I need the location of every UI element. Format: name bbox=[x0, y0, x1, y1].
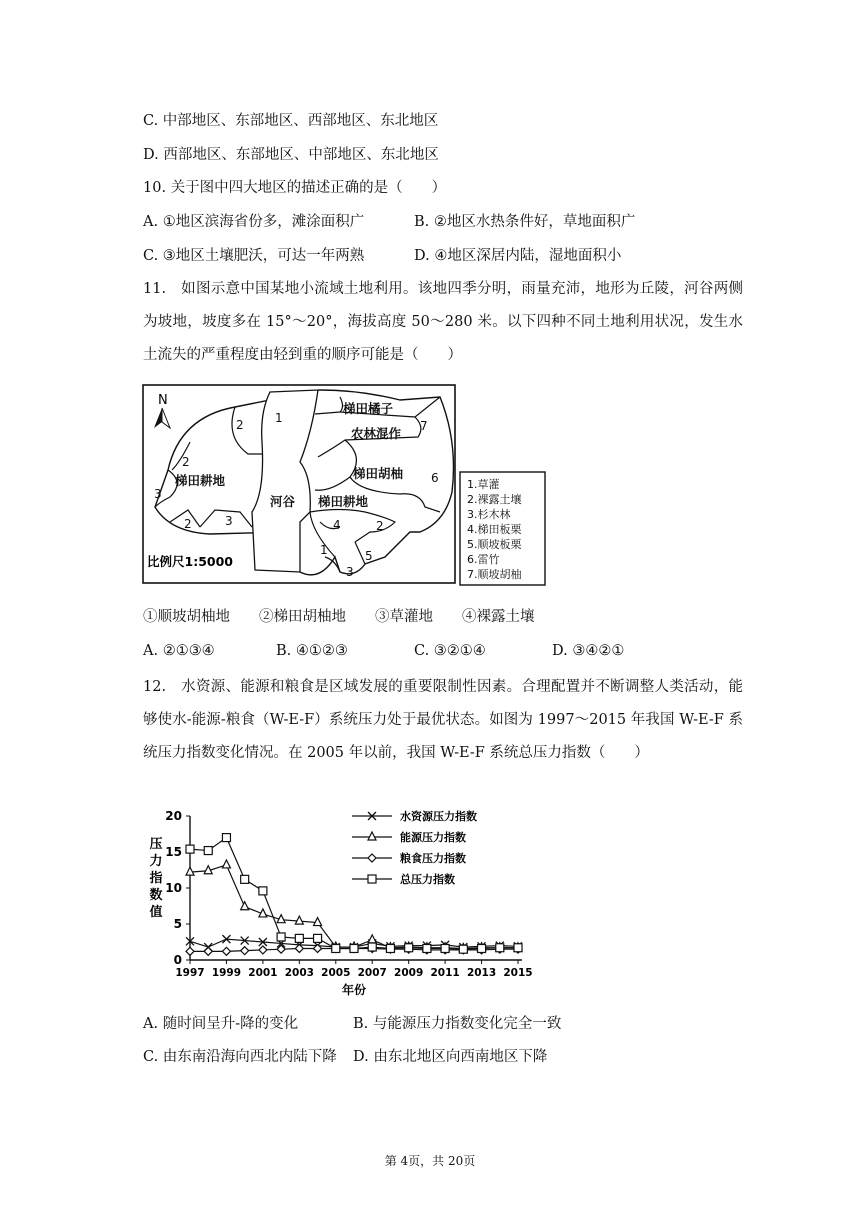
marker-square bbox=[332, 944, 340, 952]
marker-diamond bbox=[186, 947, 194, 955]
legend-item: 5.顺坡板栗 bbox=[467, 538, 522, 551]
marker-triangle bbox=[314, 918, 322, 926]
marker-square bbox=[241, 875, 249, 883]
marker-diamond bbox=[295, 944, 303, 952]
x-tick-label: 2015 bbox=[503, 967, 533, 979]
y-axis-label-char: 压 bbox=[149, 837, 163, 852]
series-line bbox=[190, 865, 518, 949]
wef-pressure-chart bbox=[140, 800, 540, 1000]
map-label-terrace-farmland-west: 梯田耕地 bbox=[175, 473, 226, 488]
q10-option-d: D. ④地区深居内陆，湿地面积小 bbox=[414, 248, 622, 264]
x-tick-label: 2001 bbox=[248, 967, 278, 979]
marker-square bbox=[423, 944, 431, 952]
q10-option-b: B. ②地区水热条件好，草地面积广 bbox=[414, 214, 636, 230]
map-number: 3 bbox=[225, 514, 233, 528]
map-label-terrace-pomelo: 梯田胡柚 bbox=[353, 466, 404, 481]
map-scale: 比例尺1:5000 bbox=[147, 554, 233, 569]
marker-square bbox=[186, 845, 194, 853]
x-tick-label: 2013 bbox=[466, 967, 497, 979]
marker-diamond bbox=[368, 854, 376, 862]
map-label-terrace-farmland-east: 梯田耕地 bbox=[318, 494, 369, 509]
marker-triangle bbox=[368, 832, 376, 840]
marker-square bbox=[405, 944, 413, 952]
marker-square bbox=[496, 944, 504, 952]
q11-option-b: B. ④①②③ bbox=[276, 643, 348, 659]
map-number: 1 bbox=[320, 543, 328, 557]
map-label-agroforestry: 农林混作 bbox=[351, 426, 402, 441]
map-label-terrace-orange: 梯田橘子 bbox=[343, 401, 394, 416]
q11-option-c: C. ③②①④ bbox=[414, 643, 486, 659]
legend-item: 7.顺坡胡柚 bbox=[467, 568, 522, 581]
x-tick-label: 2007 bbox=[357, 967, 387, 979]
map-number: 3 bbox=[346, 565, 354, 579]
q12-option-c: C. 由东南沿海向西北内陆下降 bbox=[143, 1049, 337, 1065]
marker-square bbox=[441, 944, 449, 952]
legend-item: 3.杉木林 bbox=[467, 508, 511, 521]
x-axis-label: 年份 bbox=[341, 983, 367, 997]
marker-square bbox=[368, 875, 376, 883]
x-tick-label: 1999 bbox=[211, 967, 242, 979]
marker-diamond bbox=[259, 946, 267, 954]
marker-triangle bbox=[222, 860, 230, 868]
q12-option-b: B. 与能源压力指数变化完全一致 bbox=[353, 1016, 562, 1032]
marker-square bbox=[259, 887, 267, 895]
x-tick-label: 2005 bbox=[321, 967, 351, 979]
legend-label: 粮食压力指数 bbox=[400, 852, 466, 865]
legend-item: 2.裸露土壤 bbox=[467, 493, 522, 506]
y-axis-label-char: 指 bbox=[149, 871, 163, 886]
marker-square bbox=[222, 834, 230, 842]
marker-square bbox=[277, 933, 285, 941]
marker-triangle bbox=[241, 902, 249, 910]
x-tick-label: 1997 bbox=[175, 967, 205, 979]
marker-square bbox=[478, 944, 486, 952]
land-use-map bbox=[140, 382, 550, 587]
marker-diamond bbox=[222, 947, 230, 955]
q12-option-a: A. 随时间呈升-降的变化 bbox=[143, 1016, 299, 1032]
map-number: 6 bbox=[431, 471, 439, 485]
map-number: 3 bbox=[154, 487, 162, 501]
north-label: N bbox=[158, 393, 168, 408]
marker-square bbox=[368, 943, 376, 951]
q10-option-a: A. ①地区滨海省份多，滩涂面积广 bbox=[143, 214, 365, 230]
q9-option-c: C. 中部地区、东部地区、西部地区、东北地区 bbox=[143, 113, 439, 129]
map-label-valley: 河谷 bbox=[270, 494, 296, 509]
legend-item: 1.草灌 bbox=[467, 478, 500, 491]
marker-square bbox=[314, 934, 322, 942]
x-tick-label: 2011 bbox=[430, 967, 460, 979]
map-number: 5 bbox=[365, 549, 373, 563]
map-number: 7 bbox=[420, 419, 428, 433]
q11-option-d: D. ③④②① bbox=[552, 643, 625, 659]
y-axis-label-char: 力 bbox=[149, 854, 163, 869]
map-number: 4 bbox=[333, 518, 341, 532]
q12-option-d: D. 由东北地区向西南地区下降 bbox=[353, 1049, 548, 1065]
marker-square bbox=[204, 847, 212, 855]
marker-square bbox=[459, 945, 467, 953]
marker-square bbox=[350, 944, 358, 952]
page-footer: 第 4页，共 20页 bbox=[384, 1154, 476, 1168]
y-tick-label: 10 bbox=[165, 881, 182, 895]
legend-item: 4.梯田板栗 bbox=[467, 523, 522, 536]
map-number: 1 bbox=[275, 411, 283, 425]
y-axis-label-char: 值 bbox=[149, 905, 163, 920]
y-tick-label: 5 bbox=[173, 917, 182, 931]
y-tick-label: 0 bbox=[173, 953, 182, 967]
legend-item: 6.雷竹 bbox=[467, 553, 500, 566]
q11-stem: 11. 如图示意中国某地小流域土地利用。该地四季分明，雨量充沛，地形为丘陵，河谷两侧为坡地，坡度多在 15°～20°，海拔高度 50～280 米。以下四种不同土地利用状况，发生水土流失的严重程度由轻到重的顺序可能是（ ） bbox=[143, 281, 743, 363]
q10-option-c: C. ③地区土壤肥沃，可达一年两熟 bbox=[143, 248, 365, 264]
x-tick-label: 2009 bbox=[394, 967, 424, 979]
y-tick-label: 20 bbox=[165, 809, 182, 823]
legend-label: 总压力指数 bbox=[400, 873, 455, 886]
marker-square bbox=[514, 944, 522, 952]
marker-square bbox=[295, 934, 303, 942]
marker-triangle bbox=[368, 935, 376, 943]
marker-triangle bbox=[186, 867, 194, 875]
q9-option-d: D. 西部地区、东部地区、中部地区、东北地区 bbox=[143, 147, 439, 163]
marker-diamond bbox=[241, 947, 249, 955]
y-tick-label: 15 bbox=[165, 845, 182, 859]
legend-label: 水资源压力指数 bbox=[400, 810, 477, 823]
marker-square bbox=[386, 944, 394, 952]
y-axis-label-char: 数 bbox=[149, 888, 163, 903]
x-tick-label: 2003 bbox=[284, 967, 314, 979]
legend-label: 能源压力指数 bbox=[400, 831, 466, 844]
q11-option-a: A. ②①③④ bbox=[143, 643, 215, 659]
map-number: 2 bbox=[376, 519, 384, 533]
map-number: 2 bbox=[182, 455, 190, 469]
map-number: 2 bbox=[184, 517, 192, 531]
q11-items: ①顺坡胡柚地 ②梯田胡柚地 ③草灌地 ④裸露土壤 bbox=[143, 609, 535, 625]
map-number: 2 bbox=[236, 418, 244, 432]
q10-stem: 10. 关于图中四大地区的描述正确的是（ ） bbox=[143, 180, 447, 196]
marker-diamond bbox=[204, 947, 212, 955]
q12-stem: 12. 水资源、能源和粮食是区域发展的重要限制性因素。合理配置并不断调整人类活动，能够使水-能源-粮食（W-E-F）系统压力处于最优状态。如图为 1997～2015 年我国 W-E-F 系统压力指数变化情况。在 2005 年以前，我国 W-E-F 系统总压力指数（ ） bbox=[143, 679, 743, 761]
marker-triangle bbox=[295, 916, 303, 924]
